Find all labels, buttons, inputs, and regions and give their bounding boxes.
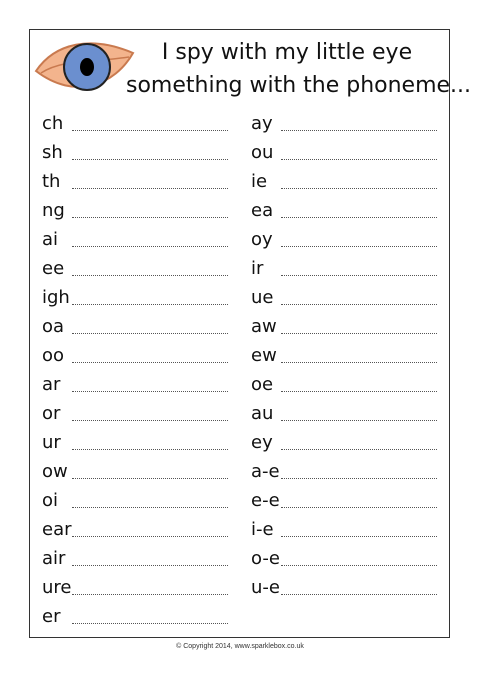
phoneme-row: [251, 400, 437, 429]
phoneme-row: [42, 168, 228, 197]
phoneme-row: [251, 458, 437, 487]
phoneme-label: ure: [42, 577, 72, 598]
phoneme-label: oi: [42, 490, 59, 511]
phoneme-row: [251, 516, 437, 545]
answer-line[interactable]: [72, 362, 228, 363]
phoneme-label: sh: [42, 142, 63, 163]
answer-line[interactable]: [281, 536, 437, 537]
phoneme-row: [42, 545, 228, 574]
answer-line[interactable]: [72, 594, 228, 595]
phoneme-row: [251, 574, 437, 603]
answer-line[interactable]: [281, 362, 437, 363]
answer-line[interactable]: [72, 478, 228, 479]
phoneme-row: [251, 429, 437, 458]
phoneme-label: ir: [251, 258, 264, 279]
phoneme-label: e-e: [251, 490, 280, 511]
phoneme-label: ay: [251, 113, 273, 134]
answer-line[interactable]: [72, 217, 228, 218]
phoneme-row: [42, 139, 228, 168]
answer-line[interactable]: [281, 304, 437, 305]
left-phoneme-column: [42, 110, 228, 632]
phoneme-label: ie: [251, 171, 268, 192]
phoneme-label: ur: [42, 432, 61, 453]
phoneme-label: ey: [251, 432, 273, 453]
phoneme-label: ew: [251, 345, 277, 366]
phoneme-row: [251, 371, 437, 400]
answer-line[interactable]: [72, 391, 228, 392]
answer-line[interactable]: [72, 420, 228, 421]
phoneme-row: [251, 197, 437, 226]
phoneme-label: ee: [42, 258, 65, 279]
answer-line[interactable]: [72, 275, 228, 276]
answer-line[interactable]: [72, 304, 228, 305]
answer-line[interactable]: [72, 449, 228, 450]
answer-line[interactable]: [72, 130, 228, 131]
right-phoneme-column: [251, 110, 437, 603]
phoneme-label: u-e: [251, 577, 280, 598]
phoneme-row: [251, 110, 437, 139]
copyright-footer: © Copyright 2014, www.sparklebox.co.uk: [176, 643, 304, 650]
answer-line[interactable]: [281, 391, 437, 392]
answer-line[interactable]: [281, 217, 437, 218]
title-line-2: something with the phoneme...: [126, 73, 472, 98]
phoneme-row: [42, 487, 228, 516]
phoneme-row: [251, 342, 437, 371]
phoneme-row: [42, 400, 228, 429]
phoneme-label: oo: [42, 345, 65, 366]
answer-line[interactable]: [281, 565, 437, 566]
answer-line[interactable]: [72, 623, 228, 624]
title-line-1: I spy with my little eye: [161, 40, 413, 65]
answer-line[interactable]: [281, 333, 437, 334]
phoneme-row: [251, 545, 437, 574]
phoneme-label: ou: [251, 142, 274, 163]
answer-line[interactable]: [281, 420, 437, 421]
phoneme-label: ue: [251, 287, 274, 308]
phoneme-row: [42, 197, 228, 226]
phoneme-row: [42, 603, 228, 632]
worksheet-title: [126, 36, 472, 102]
answer-line[interactable]: [281, 275, 437, 276]
phoneme-label: ow: [42, 461, 68, 482]
phoneme-label: i-e: [251, 519, 274, 540]
phoneme-row: [42, 255, 228, 284]
answer-line[interactable]: [281, 478, 437, 479]
phoneme-label: ai: [42, 229, 59, 250]
phoneme-row: [42, 342, 228, 371]
eye-icon: [33, 35, 139, 99]
answer-line[interactable]: [72, 507, 228, 508]
phoneme-row: [251, 284, 437, 313]
answer-line[interactable]: [72, 536, 228, 537]
phoneme-row: [42, 371, 228, 400]
phoneme-label: igh: [42, 287, 70, 308]
phoneme-label: oy: [251, 229, 273, 250]
answer-line[interactable]: [281, 507, 437, 508]
phoneme-label: a-e: [251, 461, 280, 482]
phoneme-label: ea: [251, 200, 274, 221]
answer-line[interactable]: [281, 246, 437, 247]
phoneme-label: ar: [42, 374, 61, 395]
answer-line[interactable]: [281, 130, 437, 131]
phoneme-row: [42, 284, 228, 313]
phoneme-label: or: [42, 403, 61, 424]
answer-line[interactable]: [281, 159, 437, 160]
phoneme-row: [42, 313, 228, 342]
phoneme-label: ch: [42, 113, 64, 134]
worksheet: [29, 29, 472, 638]
answer-line[interactable]: [281, 449, 437, 450]
phoneme-row: [251, 168, 437, 197]
answer-line[interactable]: [72, 188, 228, 189]
answer-line[interactable]: [72, 333, 228, 334]
phoneme-label: aw: [251, 316, 277, 337]
phoneme-label: ng: [42, 200, 65, 221]
phoneme-row: [42, 574, 228, 603]
phoneme-row: [251, 487, 437, 516]
phoneme-label: air: [42, 548, 66, 569]
phoneme-label: er: [42, 606, 61, 627]
phoneme-label: th: [42, 171, 61, 192]
answer-line[interactable]: [72, 565, 228, 566]
answer-line[interactable]: [281, 188, 437, 189]
phoneme-row: [251, 255, 437, 284]
phoneme-row: [251, 226, 437, 255]
phoneme-row: [42, 429, 228, 458]
phoneme-row: [251, 139, 437, 168]
phoneme-row: [251, 313, 437, 342]
answer-line[interactable]: [72, 246, 228, 247]
phoneme-label: au: [251, 403, 274, 424]
phoneme-row: [42, 110, 228, 139]
answer-line[interactable]: [72, 159, 228, 160]
phoneme-label: oa: [42, 316, 65, 337]
phoneme-row: [42, 458, 228, 487]
phoneme-row: [42, 516, 228, 545]
phoneme-label: ear: [42, 519, 72, 540]
phoneme-label: o-e: [251, 548, 280, 569]
phoneme-label: oe: [251, 374, 274, 395]
answer-line[interactable]: [281, 594, 437, 595]
phoneme-row: [42, 226, 228, 255]
